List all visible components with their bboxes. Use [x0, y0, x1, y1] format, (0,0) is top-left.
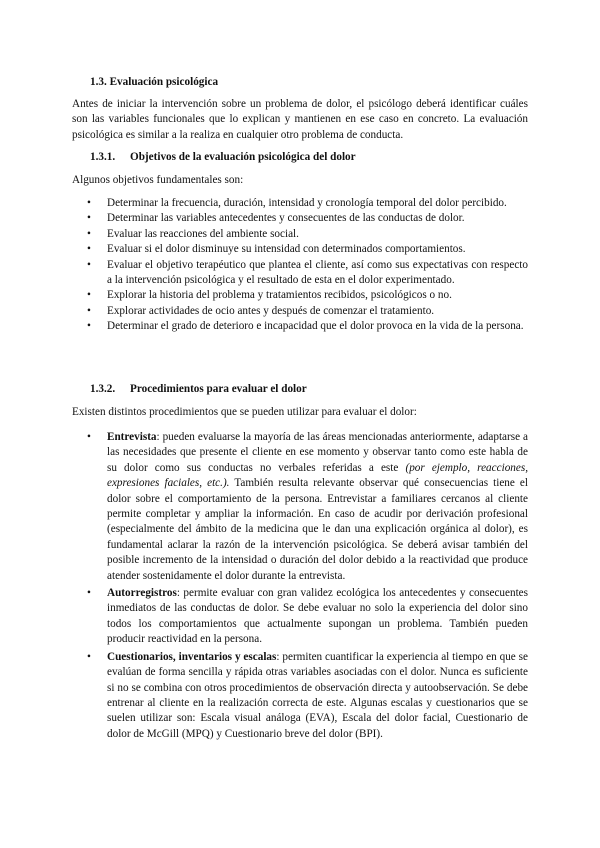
- objetivos-list: [72, 196, 528, 335]
- procedimientos-heading: [90, 382, 307, 397]
- procedimientos-intro: Existen distintos procedimientos que se pueden utilizar para evaluar el dolor:: [72, 406, 417, 418]
- procedimientos-list: [72, 430, 528, 742]
- list-item: [72, 211, 528, 226]
- list-item: [72, 258, 528, 289]
- bullet-icon: •: [87, 587, 91, 600]
- list-item-text: Determinar las variables antecedentes y consecuentes de las conductas de dolor.: [107, 212, 465, 225]
- objetivos-number: 1.3.1.: [90, 151, 116, 163]
- list-item-text: Evaluar el objetivo terapéutico que plantea el cliente, así como sus expectativas con respecto a la intervención psicológica y el resultado de esta en el dolor experimentado.: [107, 258, 528, 287]
- list-item-text: : pueden evaluarse la mayoría de las áreas mencionadas anteriormente, adaptarse a las necesidades que presente el cliente en ese momento y observar tanto como este habla de su dolor como sus conductas no verbales referidas a este: [107, 431, 528, 474]
- section-intro-paragraph: Antes de iniciar la intervención sobre un problema de dolor, el psicólogo deberá identificar cuáles son las variables funcionales que lo explican y mantienen en ese caso en concreto. La evaluación psicológica es similar a la realiza en cualquier otro problema de conducta.: [72, 98, 528, 141]
- section-heading: 1.3. Evaluación psicológica: [90, 76, 219, 88]
- list-item-text-after: También resulta relevante observar qué consecuencias tiene el dolor sobre el comportamiento de la persona. Entrevistar a familiares cercanos al cliente permite completar y ampliar la información. En caso de acudir por derivación profesional (especialmente del ámbito de la medicina que le dan una explicación orgánica al dolor), es fundamental aclarar la razón de la intervención psicológica. Se deberá avisar también del posible incremento de la intensidad o duración del dolor debido a la reactividad que produce atender sostenidamente el dolor durante la entrevista.: [107, 477, 528, 582]
- list-item-term: Entrevista: [107, 431, 157, 443]
- procedimientos-title: Procedimientos para evaluar el dolor: [130, 383, 307, 395]
- bullet-icon: •: [87, 289, 91, 302]
- list-item-term: Cuestionarios, inventarios y escalas: [107, 650, 277, 663]
- list-item: [72, 319, 528, 334]
- list-item-text: Determinar la frecuencia, duración, intensidad y cronología temporal del dolor percibido.: [107, 197, 507, 209]
- list-item-text: Evaluar las reacciones del ambiente social.: [107, 227, 299, 240]
- bullet-icon: •: [87, 304, 91, 317]
- list-item-text: : permiten cuantificar la experiencia al tiempo en que se evalúan de forma sencilla y rápida otras variables asociadas con el dolor. Nunca es suficiente si no se combina con otros procedimientos de observación directa y autoobservación. Se debe entrenar al cliente en la realización correcta de este. Algunas escalas y cuestionarios que se suelen utilizar son: Escala visual análoga (EVA), Escala del dolor facial, Cuestionario de dolor de McGill (MPQ) y Cuestionario breve del dolor (BPI).: [107, 650, 528, 740]
- list-item: [72, 242, 528, 257]
- procedimientos-number: 1.3.2.: [90, 383, 116, 395]
- list-item: [72, 586, 528, 648]
- list-item-text: Explorar la historia del problema y tratamientos recibidos, psicológicos o no.: [107, 289, 452, 302]
- bullet-icon: •: [87, 431, 91, 443]
- objetivos-intro: Algunos objetivos fundamentales son:: [72, 174, 244, 186]
- objetivos-heading: [90, 150, 356, 165]
- list-item: [72, 288, 528, 303]
- list-item-italic: (por ejemplo, reacciones, expresiones faciales, etc.).: [107, 461, 528, 490]
- list-item-text: Evaluar si el dolor disminuye su intensidad con determinados comportamientos.: [107, 243, 466, 256]
- bullet-icon: •: [87, 650, 91, 663]
- list-item: [72, 650, 528, 742]
- list-item-text: Explorar actividades de ocio antes y después de comenzar el tratamiento.: [107, 304, 435, 317]
- bullet-icon: •: [87, 227, 91, 240]
- bullet-icon: •: [87, 212, 91, 225]
- list-item: [72, 430, 528, 584]
- list-item-text: : permite evaluar con gran validez ecológica los antecedentes y consecuentes inmediatos de las conductas de dolor. Se debe evaluar no solo la experiencia del dolor sino todos los comportamientos que actualmente supongan un problema. También pueden producir reactividad en la persona.: [107, 587, 528, 646]
- bullet-icon: •: [87, 320, 91, 333]
- list-item-term: Autorregistros: [107, 587, 177, 600]
- objetivos-title: Objetivos de la evaluación psicológica del dolor: [130, 151, 356, 163]
- list-item: [72, 196, 528, 211]
- list-item: [72, 227, 528, 242]
- list-item: [72, 304, 528, 319]
- bullet-icon: •: [87, 258, 91, 271]
- bullet-icon: •: [87, 197, 91, 209]
- list-item-text: Determinar el grado de deterioro e incapacidad que el dolor provoca en la vida de la persona.: [107, 320, 524, 333]
- bullet-icon: •: [87, 243, 91, 256]
